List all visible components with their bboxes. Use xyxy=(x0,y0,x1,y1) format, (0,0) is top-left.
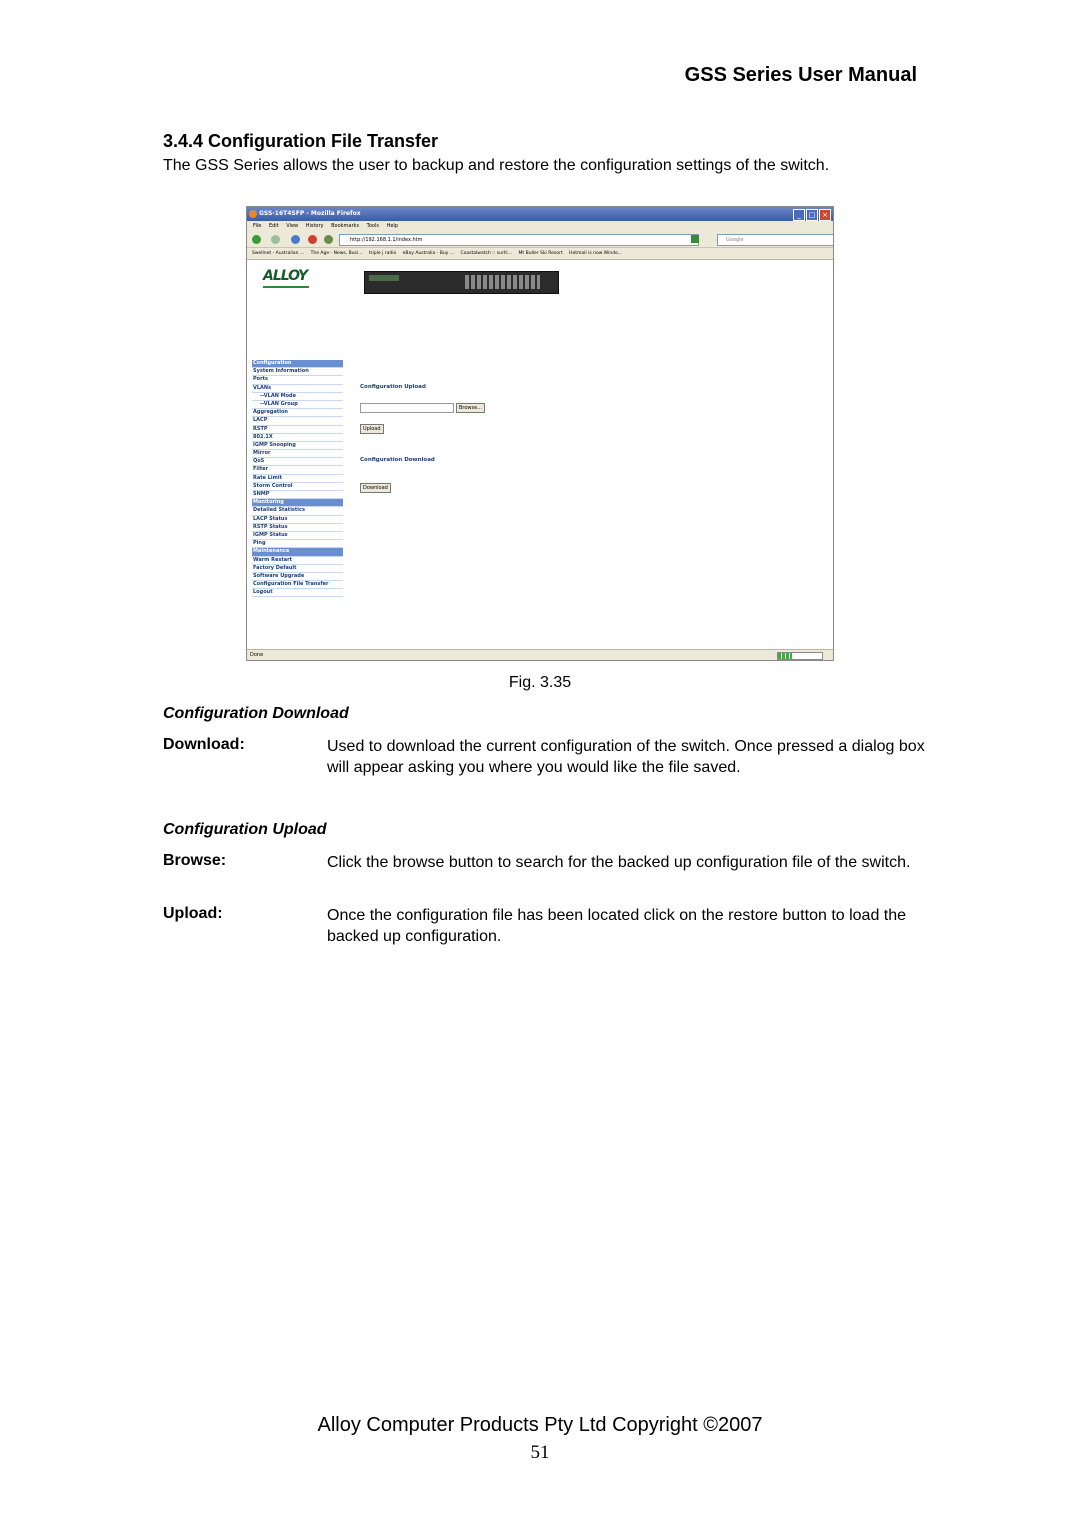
footer-copyright: Alloy Computer Products Pty Ltd Copyright ©2007 xyxy=(317,1414,763,1436)
sidebar-item[interactable]: Logout xyxy=(252,589,343,597)
home-icon[interactable] xyxy=(324,235,333,244)
desc-upload: Once the configuration file has been located click on the restore button to load the backed up configuration. xyxy=(327,907,907,945)
desc-browse: Click the browse button to search for the backed up configuration file of the switch. xyxy=(327,854,911,871)
sidebar-item[interactable]: --VLAN Group xyxy=(252,401,343,409)
sidebar-item[interactable]: Storm Control xyxy=(252,483,343,491)
sidebar-item[interactable]: IGMP Status xyxy=(252,532,343,540)
status-bar xyxy=(247,649,833,661)
menu-view[interactable]: View xyxy=(286,223,299,229)
web-content xyxy=(249,260,831,648)
sidebar-item[interactable]: Detailed Statistics xyxy=(252,507,343,515)
sidebar-item[interactable]: Filter xyxy=(252,466,343,474)
sidebar-item[interactable]: --VLAN Mode xyxy=(252,393,343,401)
bookmark-item[interactable]: Mt Buller Ski Resort xyxy=(518,251,563,256)
section-intro: The GSS Series allows the user to backup and restore the configuration settings of the switch. xyxy=(163,157,830,174)
bookmark-item[interactable]: triple j radio xyxy=(368,251,397,256)
sidebar-item[interactable]: Mirror xyxy=(252,450,343,458)
close-icon[interactable]: × xyxy=(819,209,831,221)
url-input[interactable]: http://192.168.1.1/index.htm xyxy=(339,234,699,246)
bookmark-item[interactable]: Hotmail is now Windo... xyxy=(569,251,623,256)
window-titlebar xyxy=(247,207,833,221)
status-progress xyxy=(777,652,823,660)
bookmark-item[interactable]: Coastalwatch :: surfc... xyxy=(460,251,513,256)
forward-icon[interactable] xyxy=(271,235,280,244)
sidebar-item[interactable]: Ping xyxy=(252,540,343,548)
menu-tools[interactable]: Tools xyxy=(366,223,379,229)
sidebar-item[interactable]: System Information xyxy=(252,368,343,376)
menu-help[interactable]: Help xyxy=(386,223,398,229)
menu-edit[interactable]: Edit xyxy=(268,223,279,229)
section-heading: 3.4.4 Configuration File Transfer xyxy=(163,131,439,151)
sidebar-item[interactable]: LACP Status xyxy=(252,516,343,524)
term-browse: Browse: xyxy=(163,852,227,869)
menu-bar xyxy=(247,221,833,232)
term-upload: Upload: xyxy=(163,905,223,922)
sidebar-item[interactable]: LACP xyxy=(252,417,343,425)
go-icon[interactable] xyxy=(691,235,699,243)
alloy-logo: ALLOY xyxy=(263,268,308,284)
figure-screenshot xyxy=(246,206,834,661)
upload-button[interactable]: Upload xyxy=(360,424,384,434)
desc-download: Used to download the current configuration of the switch. Once pressed a dialog box will appear asking you where you would like the file saved. xyxy=(327,738,925,776)
page-number: 51 xyxy=(530,1442,550,1463)
reload-icon[interactable] xyxy=(291,235,300,244)
sidebar-item[interactable]: Factory Default xyxy=(252,565,343,573)
figure-caption: Fig. 3.35 xyxy=(508,674,572,691)
switch-image xyxy=(364,271,559,294)
bookmark-item[interactable]: Swellnet - Australian ... xyxy=(252,251,305,256)
file-path-input[interactable] xyxy=(360,403,454,413)
bookmark-item[interactable]: eBay Australia - Buy ... xyxy=(402,251,455,256)
sidebar-item[interactable]: VLANs xyxy=(252,385,343,393)
bookmark-item[interactable]: The Age - News, Busi... xyxy=(310,251,363,256)
sidebar-item[interactable]: QoS xyxy=(252,458,343,466)
sidebar-item[interactable]: Software Upgrade xyxy=(252,573,343,581)
sidebar-item[interactable]: Ports xyxy=(252,376,343,384)
navigation-toolbar xyxy=(247,232,833,248)
logo-underline xyxy=(263,286,309,288)
window-title: GSS-16T4SFP - Mozilla Firefox xyxy=(259,210,361,217)
sidebar-item[interactable]: Configuration File Transfer xyxy=(252,581,343,589)
minimize-icon[interactable]: _ xyxy=(793,209,805,221)
search-input[interactable]: Google xyxy=(717,234,834,246)
sidebar-item[interactable]: 802.1X xyxy=(252,434,343,442)
download-heading: Configuration Download xyxy=(360,457,435,463)
upload-heading: Configuration Upload xyxy=(360,384,426,390)
upload-subheading: Configuration Upload xyxy=(163,821,327,838)
sidebar-category: Maintenance xyxy=(252,548,343,556)
sidebar-item[interactable]: SNMP xyxy=(252,491,343,499)
sidebar-item[interactable]: RSTP Status xyxy=(252,524,343,532)
sidebar-item[interactable]: Rate Limit xyxy=(252,475,343,483)
switch-ports xyxy=(465,275,540,289)
sidebar-item[interactable]: Aggregation xyxy=(252,409,343,417)
back-icon[interactable] xyxy=(252,235,261,244)
sidebar-item[interactable]: RSTP xyxy=(252,426,343,434)
sidebar-category: Configuration xyxy=(252,360,343,368)
status-text: Done xyxy=(250,652,264,658)
sidebar-category: Monitoring xyxy=(252,499,343,507)
maximize-icon[interactable]: □ xyxy=(806,209,818,221)
menu-history[interactable]: History xyxy=(305,223,324,229)
sidebar-menu xyxy=(252,360,343,597)
download-subheading: Configuration Download xyxy=(163,705,349,722)
switch-label xyxy=(369,275,399,281)
menu-file[interactable]: File xyxy=(253,223,262,229)
stop-icon[interactable] xyxy=(308,235,317,244)
download-button[interactable]: Download xyxy=(360,483,391,493)
sidebar-item[interactable]: IGMP Snooping xyxy=(252,442,343,450)
sidebar-item[interactable]: Warm Restart xyxy=(252,557,343,565)
manual-title: GSS Series User Manual xyxy=(684,64,917,86)
firefox-icon xyxy=(249,210,257,218)
menu-bookmarks[interactable]: Bookmarks xyxy=(331,223,360,229)
browse-button[interactable]: Browse... xyxy=(456,403,485,413)
bookmarks-bar xyxy=(247,248,833,260)
term-download: Download: xyxy=(163,736,245,753)
